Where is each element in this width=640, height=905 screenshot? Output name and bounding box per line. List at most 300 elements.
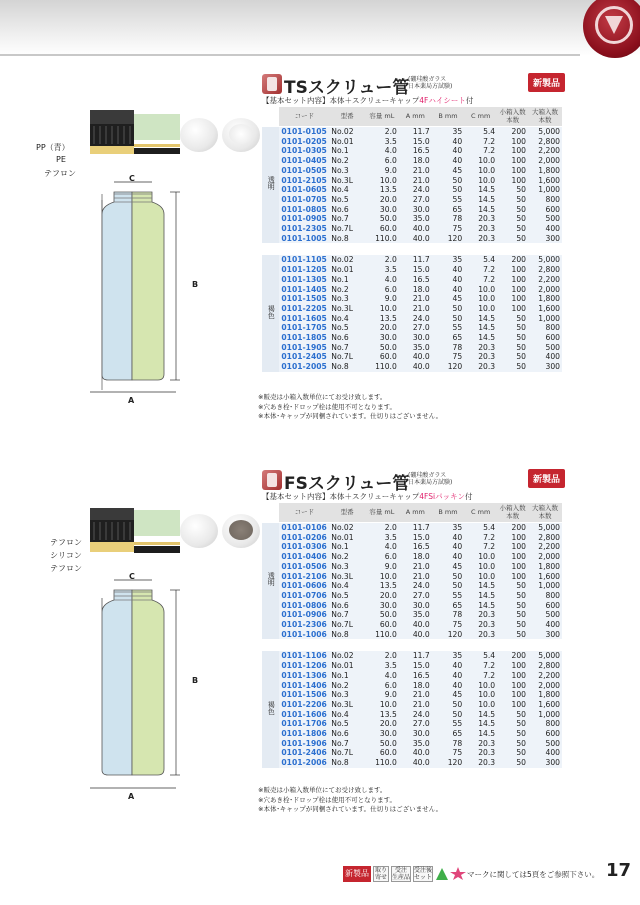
- table-cell: No.6: [329, 205, 365, 215]
- table-cell: 100: [497, 176, 528, 186]
- category-cell: 褐色: [262, 651, 279, 767]
- table-row: [262, 719, 562, 729]
- table-cell: 50: [497, 234, 528, 244]
- table-cell: 0101-0105: [279, 127, 329, 137]
- table-cell: 1,800: [528, 166, 562, 176]
- table-row: [262, 748, 562, 758]
- table-cell: 50: [497, 333, 528, 343]
- column-header: A mm: [399, 503, 432, 523]
- table-cell: 3.5: [365, 137, 399, 147]
- table-cell: 10.0: [464, 176, 497, 186]
- table-cell: No.7: [329, 214, 365, 224]
- table-row: [262, 205, 562, 215]
- table-cell: 24.0: [399, 185, 432, 195]
- table-cell: 0101-2106: [279, 572, 329, 582]
- table-cell: 100: [497, 166, 528, 176]
- category-cell: 褐色: [262, 255, 279, 371]
- section-subtitle-line1: (硼珪酸ガラス: [408, 472, 447, 479]
- table-cell: 0101-2005: [279, 362, 329, 372]
- table-cell: 21.0: [399, 700, 432, 710]
- dim-b-label: B: [192, 676, 199, 685]
- table-row: [262, 224, 562, 234]
- table-cell: 200: [497, 127, 528, 137]
- table-cell: 65: [432, 729, 464, 739]
- table-cell: No.8: [329, 630, 365, 640]
- table-cell: 50: [497, 314, 528, 324]
- material-label-2: シリコン: [50, 551, 82, 560]
- column-header: 小箱入数 本数: [497, 503, 528, 523]
- table-cell: 0101-2105: [279, 176, 329, 186]
- table-row: [262, 630, 562, 640]
- table-cell: 0101-1106: [279, 651, 329, 661]
- table-cell: 14.5: [464, 333, 497, 343]
- column-header: B mm: [432, 107, 464, 127]
- table-cell: No.3L: [329, 700, 365, 710]
- table-cell: 0101-0106: [279, 523, 329, 533]
- table-cell: 600: [528, 729, 562, 739]
- column-header: 型番: [329, 107, 365, 127]
- table-cell: 20.3: [464, 630, 497, 640]
- table-cell: 30.0: [365, 205, 399, 215]
- table-row: [262, 176, 562, 186]
- table-cell: 100: [497, 552, 528, 562]
- table-cell: 400: [528, 352, 562, 362]
- table-cell: 14.5: [464, 601, 497, 611]
- table-cell: 50: [497, 214, 528, 224]
- table-cell: 35: [432, 127, 464, 137]
- material-label-3: テフロン: [44, 169, 76, 178]
- table-cell: 0101-0406: [279, 552, 329, 562]
- table-cell: 0101-0806: [279, 601, 329, 611]
- table-cell: 15.0: [399, 137, 432, 147]
- vial-diagram: [80, 110, 260, 410]
- table-cell: 30.0: [399, 205, 432, 215]
- table-cell: 7.2: [464, 661, 497, 671]
- table-cell: 0101-1206: [279, 661, 329, 671]
- table-cell: 50: [497, 581, 528, 591]
- section-subtitle-line1: (硼珪酸ガラス: [408, 76, 447, 83]
- table-cell: No.3: [329, 294, 365, 304]
- section-title: TSスクリュー管: [284, 78, 410, 98]
- table-cell: 2,000: [528, 681, 562, 691]
- table-cell: 14.5: [464, 185, 497, 195]
- table-cell: 10.0: [464, 562, 497, 572]
- material-label-1: PP（青）: [36, 143, 70, 152]
- table-cell: 800: [528, 591, 562, 601]
- table-cell: 11.7: [399, 255, 432, 265]
- table-cell: No.2: [329, 156, 365, 166]
- table-cell: 16.5: [399, 671, 432, 681]
- table-cell: 21.0: [399, 690, 432, 700]
- table-cell: 50: [432, 710, 464, 720]
- cap-photo-top: [180, 118, 218, 152]
- table-cell: No.8: [329, 758, 365, 768]
- table-cell: 400: [528, 748, 562, 758]
- table-cell: 30.0: [399, 601, 432, 611]
- table-cell: 24.0: [399, 581, 432, 591]
- legend-marks: [435, 867, 467, 881]
- table-row: [262, 523, 562, 533]
- table-cell: 100: [497, 562, 528, 572]
- table-cell: No.02: [329, 127, 365, 137]
- table-row: [262, 739, 562, 749]
- table-cell: 0101-0306: [279, 542, 329, 552]
- table-cell: 110.0: [365, 362, 399, 372]
- notes: ※販売は小箱入数単位にてお受け致します。 ※穴あき栓･ドロップ栓は使用不可となります。 ※本体･キャップが同梱されています。仕切りはございません。: [258, 393, 443, 420]
- table-cell: 2,000: [528, 156, 562, 166]
- table-cell: 100: [497, 304, 528, 314]
- table-cell: No.7: [329, 610, 365, 620]
- table-cell: 110.0: [365, 630, 399, 640]
- column-header: B mm: [432, 503, 464, 523]
- footer-note: マークに関しては5頁をご参照下さい。: [467, 870, 600, 879]
- table-cell: 0101-2405: [279, 352, 329, 362]
- table-cell: 35.0: [399, 610, 432, 620]
- table-cell: 3.5: [365, 661, 399, 671]
- table-cell: 50: [497, 343, 528, 353]
- table-row: [262, 304, 562, 314]
- legend-made-to-order: 受注 生産品: [392, 867, 411, 881]
- table-cell: 1,000: [528, 314, 562, 324]
- table-cell: 100: [497, 700, 528, 710]
- table-cell: 500: [528, 343, 562, 353]
- table-cell: 40: [432, 661, 464, 671]
- table-cell: No.3L: [329, 572, 365, 582]
- table-row: [262, 343, 562, 353]
- table-row: [262, 758, 562, 768]
- table-cell: 50: [432, 176, 464, 186]
- table-cell: No.3: [329, 166, 365, 176]
- table-cell: 2,800: [528, 265, 562, 275]
- table-cell: 7.2: [464, 275, 497, 285]
- section-title: FSスクリュー管: [284, 474, 410, 494]
- glass-clear: [102, 192, 132, 380]
- table-cell: 600: [528, 601, 562, 611]
- table-cell: 40: [432, 533, 464, 543]
- table-cell: No.01: [329, 265, 365, 275]
- table-cell: 75: [432, 748, 464, 758]
- table-cell: 50: [497, 205, 528, 215]
- table-cell: 0101-2306: [279, 620, 329, 630]
- table-cell: 14.5: [464, 719, 497, 729]
- table-cell: 0101-0905: [279, 214, 329, 224]
- dim-c-label: C: [129, 572, 135, 581]
- table-cell: 50: [432, 572, 464, 582]
- table-row: [262, 700, 562, 710]
- table-cell: 20.3: [464, 362, 497, 372]
- table-cell: 400: [528, 620, 562, 630]
- table-cell: 1,800: [528, 294, 562, 304]
- table-cell: 27.0: [399, 323, 432, 333]
- table-cell: 110.0: [365, 234, 399, 244]
- table-cell: 21.0: [399, 304, 432, 314]
- table-cell: 27.0: [399, 195, 432, 205]
- table-row: [262, 333, 562, 343]
- table-cell: No.01: [329, 137, 365, 147]
- table-row: [262, 729, 562, 739]
- table-cell: No.6: [329, 601, 365, 611]
- table-cell: 500: [528, 739, 562, 749]
- table-cell: No.4: [329, 185, 365, 195]
- table-cell: 0101-0606: [279, 581, 329, 591]
- table-cell: 10.0: [365, 176, 399, 186]
- table-cell: 40.0: [399, 234, 432, 244]
- table-cell: No.7L: [329, 748, 365, 758]
- table-cell: 18.0: [399, 552, 432, 562]
- table-cell: 10.0: [464, 166, 497, 176]
- table-cell: No.7L: [329, 620, 365, 630]
- table-cell: 6.0: [365, 156, 399, 166]
- table-cell: 10.0: [464, 572, 497, 582]
- table-cell: 10.0: [464, 690, 497, 700]
- table-cell: 40: [432, 275, 464, 285]
- table-cell: 75: [432, 224, 464, 234]
- table-cell: 20.3: [464, 610, 497, 620]
- table-cell: No.1: [329, 146, 365, 156]
- table-cell: 18.0: [399, 156, 432, 166]
- table-cell: 2,200: [528, 146, 562, 156]
- table-cell: 35: [432, 255, 464, 265]
- table-row: [262, 671, 562, 681]
- product-icon: [262, 470, 282, 490]
- table-cell: 7.2: [464, 146, 497, 156]
- table-cell: 0101-0505: [279, 166, 329, 176]
- table-cell: 9.0: [365, 294, 399, 304]
- table-cell: 0101-1505: [279, 294, 329, 304]
- table-row: [262, 710, 562, 720]
- table-cell: 20.0: [365, 195, 399, 205]
- table-cell: 2,200: [528, 542, 562, 552]
- table-cell: 60.0: [365, 748, 399, 758]
- table-cell: 100: [497, 572, 528, 582]
- table-cell: 35.0: [399, 739, 432, 749]
- table-cell: 5,000: [528, 651, 562, 661]
- table-row: [262, 591, 562, 601]
- table-row: [262, 352, 562, 362]
- table-cell: 75: [432, 620, 464, 630]
- table-cell: 1,600: [528, 304, 562, 314]
- table-cell: 40: [432, 671, 464, 681]
- triangle-icon: [436, 868, 448, 880]
- table-row: [262, 195, 562, 205]
- table-cell: 10.0: [464, 304, 497, 314]
- table-cell: 24.0: [399, 314, 432, 324]
- material-label-1: テフロン: [50, 538, 82, 547]
- table-row: [262, 166, 562, 176]
- table-cell: 40.0: [399, 758, 432, 768]
- table-cell: 15.0: [399, 265, 432, 275]
- table-cell: No.6: [329, 333, 365, 343]
- table-cell: 5.4: [464, 127, 497, 137]
- liner-pe: [134, 144, 180, 147]
- vial-diagram: [80, 508, 260, 798]
- table-cell: 2,800: [528, 661, 562, 671]
- table-cell: 50: [497, 630, 528, 640]
- table-row: [262, 294, 562, 304]
- table-cell: 0101-1405: [279, 285, 329, 295]
- table-cell: No.2: [329, 285, 365, 295]
- column-header: 型番: [329, 503, 365, 523]
- table-row: [262, 156, 562, 166]
- table-cell: 120: [432, 234, 464, 244]
- table-cell: 30.0: [365, 333, 399, 343]
- table-cell: 40: [432, 146, 464, 156]
- table-cell: 20.3: [464, 234, 497, 244]
- table-cell: 45: [432, 562, 464, 572]
- table-cell: 21.0: [399, 294, 432, 304]
- table-cell: No.3L: [329, 304, 365, 314]
- category-cell: 透明: [262, 127, 279, 244]
- table-cell: 2.0: [365, 523, 399, 533]
- table-cell: 78: [432, 214, 464, 224]
- table-cell: 600: [528, 205, 562, 215]
- column-header: 小箱入数 本数: [497, 107, 528, 127]
- table-cell: 0101-2406: [279, 748, 329, 758]
- material-label-2: PE: [56, 155, 66, 164]
- section-subtitle-line2: 日本薬局方試験): [408, 479, 453, 486]
- table-cell: No.01: [329, 533, 365, 543]
- table-row: [262, 552, 562, 562]
- table-row: [262, 572, 562, 582]
- table-row: [262, 362, 562, 372]
- table-cell: 7.2: [464, 671, 497, 681]
- table-row: [262, 610, 562, 620]
- table-cell: 20.0: [365, 323, 399, 333]
- table-cell: 13.5: [365, 710, 399, 720]
- table-cell: 0101-1506: [279, 690, 329, 700]
- table-cell: 0101-1406: [279, 681, 329, 691]
- table-cell: 50.0: [365, 343, 399, 353]
- table-cell: 500: [528, 610, 562, 620]
- table-cell: 1,600: [528, 176, 562, 186]
- table-row: [262, 146, 562, 156]
- table-cell: 50: [432, 304, 464, 314]
- table-cell: 300: [528, 234, 562, 244]
- table-cell: 1,000: [528, 581, 562, 591]
- table-cell: 40: [432, 285, 464, 295]
- table-cell: 800: [528, 323, 562, 333]
- table-cell: 11.7: [399, 523, 432, 533]
- table-cell: 300: [528, 630, 562, 640]
- table-cell: 35.0: [399, 214, 432, 224]
- table-cell: 100: [497, 671, 528, 681]
- table-cell: 2.0: [365, 255, 399, 265]
- table-cell: 50: [497, 758, 528, 768]
- table-cell: 0101-0405: [279, 156, 329, 166]
- table-cell: 1,800: [528, 562, 562, 572]
- table-cell: 50: [497, 224, 528, 234]
- table-cell: 78: [432, 343, 464, 353]
- table-cell: No.02: [329, 523, 365, 533]
- table-cell: 0101-0506: [279, 562, 329, 572]
- table-cell: 0101-0906: [279, 610, 329, 620]
- table-cell: 50: [497, 739, 528, 749]
- table-cell: 15.0: [399, 661, 432, 671]
- table-cell: 10.0: [464, 700, 497, 710]
- table-row: [262, 661, 562, 671]
- table-cell: 13.5: [365, 185, 399, 195]
- table-cell: 30.0: [365, 601, 399, 611]
- table-cell: 50: [497, 362, 528, 372]
- table-cell: 50: [497, 185, 528, 195]
- table-cell: 14.5: [464, 729, 497, 739]
- table-row: [262, 651, 562, 661]
- table-row: [262, 185, 562, 195]
- table-cell: 14.5: [464, 591, 497, 601]
- table-cell: 50.0: [365, 610, 399, 620]
- table-cell: 300: [528, 758, 562, 768]
- table-cell: No.2: [329, 681, 365, 691]
- notes: ※販売は小箱入数単位にてお受け致します。 ※穴あき栓･ドロップ栓は使用不可となります。 ※本体･キャップが同梱されています。仕切りはございません。: [258, 786, 443, 813]
- liner-left: [90, 146, 134, 154]
- table-cell: 100: [497, 690, 528, 700]
- table-cell: 16.5: [399, 275, 432, 285]
- set-contents: 【基本セット内容】本体＋スクリューキャップ4FSiパッキン付: [262, 492, 473, 501]
- table-cell: 40: [432, 552, 464, 562]
- table-cell: 0101-1005: [279, 234, 329, 244]
- table-cell: 100: [497, 285, 528, 295]
- table-cell: No.7L: [329, 224, 365, 234]
- table-cell: 27.0: [399, 719, 432, 729]
- table-cell: 100: [497, 146, 528, 156]
- table-row: [262, 127, 562, 137]
- table-cell: 4.0: [365, 542, 399, 552]
- table-cell: 50: [497, 323, 528, 333]
- table-cell: 0101-0206: [279, 533, 329, 543]
- table-cell: No.7L: [329, 352, 365, 362]
- material-label-3: テフロン: [50, 564, 82, 573]
- table-cell: 100: [497, 137, 528, 147]
- table-cell: 0101-1906: [279, 739, 329, 749]
- table-cell: 2,000: [528, 552, 562, 562]
- table-cell: 50: [497, 719, 528, 729]
- column-header: 大箱入数 本数: [528, 503, 562, 523]
- table-cell: 2.0: [365, 651, 399, 661]
- table-cell: 50: [432, 700, 464, 710]
- table-cell: 11.7: [399, 651, 432, 661]
- table-cell: 40.0: [399, 748, 432, 758]
- cap-top: [90, 110, 134, 124]
- cap-photo-inside: [222, 118, 260, 152]
- dim-b-label: B: [192, 280, 199, 289]
- table-cell: 50.0: [365, 214, 399, 224]
- liner-teflon: [134, 148, 180, 154]
- table-cell: 21.0: [399, 562, 432, 572]
- column-header: C mm: [464, 107, 497, 127]
- category-cell: 透明: [262, 523, 279, 640]
- table-cell: 0101-0605: [279, 185, 329, 195]
- table-row: [262, 581, 562, 591]
- table-cell: 14.5: [464, 205, 497, 215]
- table-cell: 40.0: [399, 352, 432, 362]
- table-cell: 7.2: [464, 137, 497, 147]
- table-cell: 200: [497, 651, 528, 661]
- table-cell: 0101-0706: [279, 591, 329, 601]
- table-cell: 20.0: [365, 591, 399, 601]
- table-cell: 3.5: [365, 533, 399, 543]
- table-cell: 65: [432, 205, 464, 215]
- header-bar: [0, 0, 640, 56]
- table-cell: 35: [432, 651, 464, 661]
- table-cell: 5,000: [528, 127, 562, 137]
- table-cell: No.6: [329, 729, 365, 739]
- table-cell: 1,600: [528, 572, 562, 582]
- table-cell: No.1: [329, 671, 365, 681]
- table-cell: 10.0: [464, 294, 497, 304]
- table-cell: 300: [528, 362, 562, 372]
- table-cell: No.01: [329, 661, 365, 671]
- table-cell: 20.3: [464, 343, 497, 353]
